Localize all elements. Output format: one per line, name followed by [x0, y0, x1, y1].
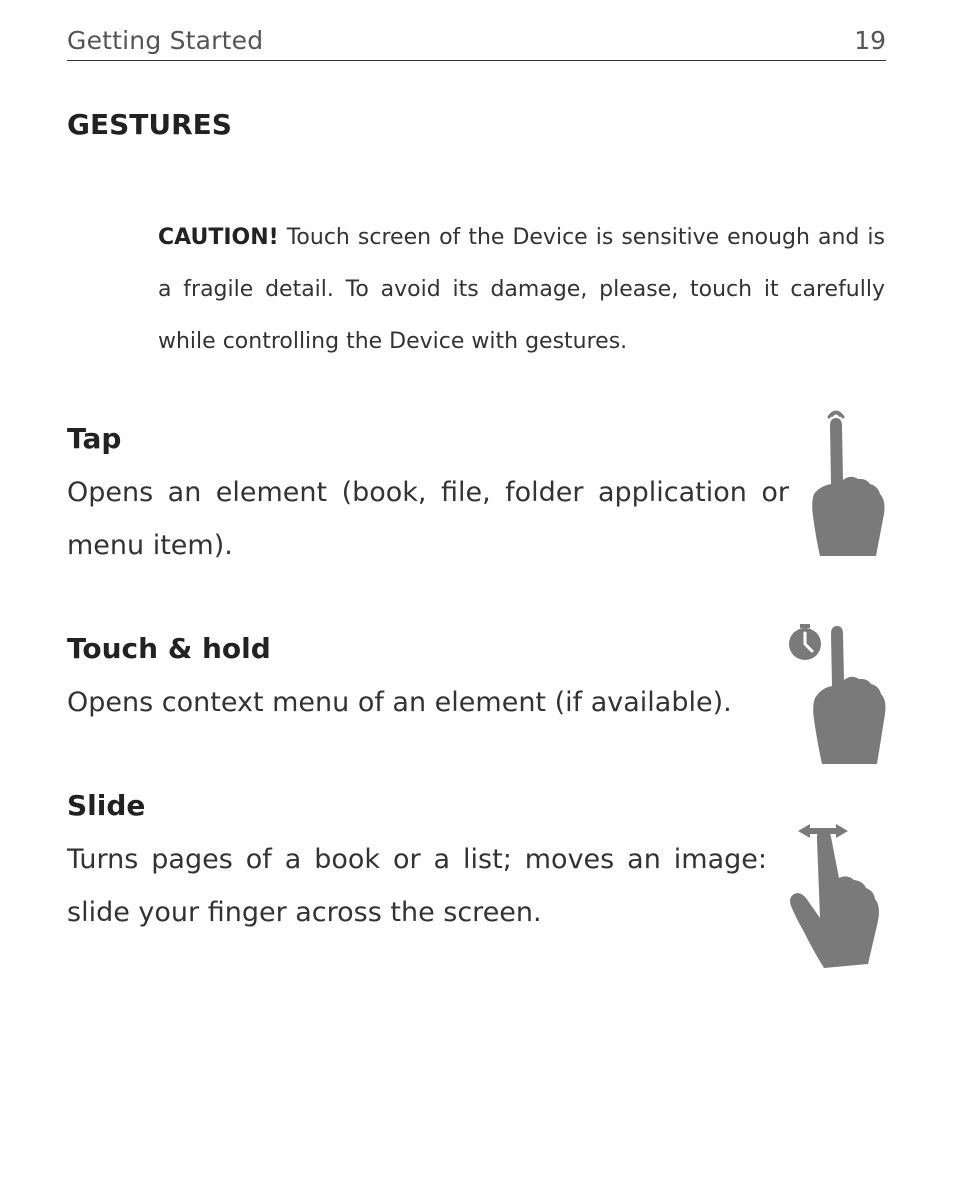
page-number: 19	[854, 26, 886, 55]
tap-gesture-icon	[806, 404, 890, 559]
running-header	[67, 26, 886, 61]
gesture-title: Slide	[67, 789, 146, 822]
gesture-title: Touch & hold	[67, 632, 271, 665]
gesture-title: Tap	[67, 422, 122, 455]
caution-text: Touch screen of the Device is sensitive enough and is a fragile detail. To avoid its damage, please, touch it carefully while controlling the Device with gestures.	[158, 225, 885, 354]
gesture-touch-hold	[67, 632, 767, 729]
caution-note	[158, 212, 885, 368]
section-title: GESTURES	[67, 108, 232, 141]
header-title: Getting Started	[67, 26, 264, 55]
gesture-slide	[67, 789, 767, 939]
slide-gesture-icon	[784, 818, 890, 968]
gesture-description: Turns pages of a book or a list; moves an image: slide your finger across the screen.	[67, 844, 767, 928]
gesture-description: Opens context menu of an element (if available).	[67, 687, 732, 718]
caution-label: CAUTION!	[158, 225, 279, 250]
gesture-tap	[67, 422, 789, 572]
gesture-description: Opens an element (book, file, folder application or menu item).	[67, 477, 789, 561]
touch-hold-gesture-icon	[784, 620, 890, 768]
